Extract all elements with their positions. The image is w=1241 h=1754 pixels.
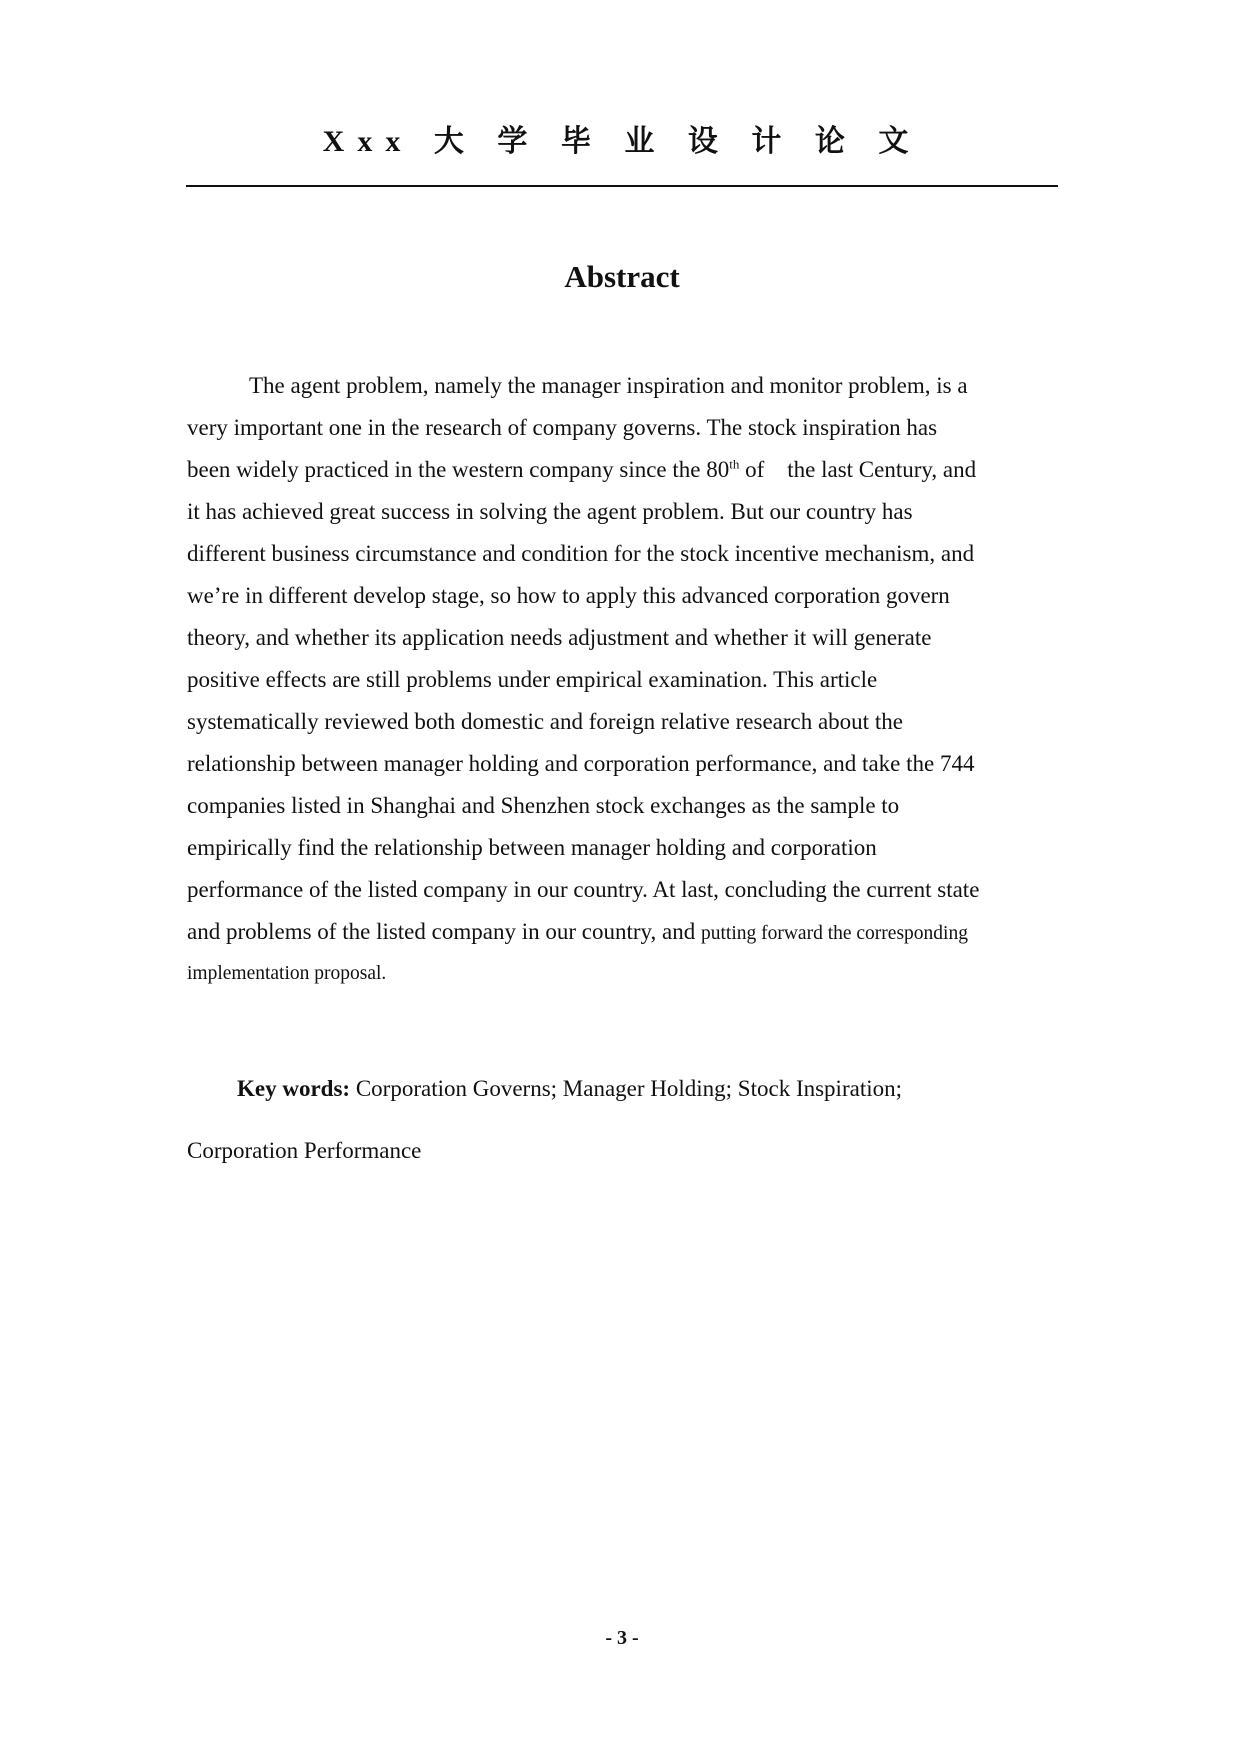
abstract-line: theory, and whether its application needs adjustment and whether it will generate xyxy=(187,625,932,650)
abstract-line: companies listed in Shanghai and Shenzhen stock exchanges as the sample to xyxy=(187,793,900,818)
abstract-line: positive effects are still problems under empirical examination. This article xyxy=(187,667,878,692)
abstract-line xyxy=(187,449,1059,491)
abstract-line: we’re in different develop stage, so how to apply this advanced corporation govern xyxy=(187,583,950,608)
abstract-line-part: of the last Century, and xyxy=(739,457,977,482)
keywords-label: Key words: xyxy=(237,1076,351,1101)
abstract-line-part: been widely practiced in the western company since the 80 xyxy=(187,457,730,482)
abstract-paragraph xyxy=(187,365,1059,995)
abstract-line: The agent problem, namely the manager inspiration and monitor problem, is a xyxy=(249,373,968,398)
abstract-heading: Abstract xyxy=(564,259,680,294)
header-divider xyxy=(186,185,1058,187)
abstract-line: relationship between manager holding and corporation performance, and take the 744 xyxy=(187,751,975,776)
keywords-continuation: Corporation Performance xyxy=(187,1138,422,1163)
abstract-line xyxy=(187,911,1059,953)
abstract-line: implementation proposal. xyxy=(187,963,387,984)
abstract-line: systematically reviewed both domestic and foreign relative research about the xyxy=(187,709,903,734)
abstract-line: very important one in the research of company governs. The stock inspiration has xyxy=(187,415,938,440)
abstract-line: empirically find the relationship between manager holding and corporation xyxy=(187,835,877,860)
abstract-line-part: and problems of the listed company in our country, and xyxy=(187,919,701,944)
keywords-line xyxy=(237,1068,902,1110)
document-header-title: Xxx 大 学 毕 业 设 计 论 文 xyxy=(322,125,922,158)
superscript-th: th xyxy=(729,456,740,472)
abstract-line-part: putting forward the corresponding xyxy=(700,923,968,944)
abstract-line: different business circumstance and condition for the stock incentive mechanism, and xyxy=(187,541,975,566)
abstract-line: performance of the listed company in our country. At last, concluding the current state xyxy=(187,877,980,902)
page-number: - 3 - xyxy=(605,1627,639,1649)
abstract-line: it has achieved great success in solving the agent problem. But our country has xyxy=(187,499,913,524)
keywords-list: Corporation Governs; Manager Holding; Stock Inspiration; xyxy=(355,1076,902,1101)
